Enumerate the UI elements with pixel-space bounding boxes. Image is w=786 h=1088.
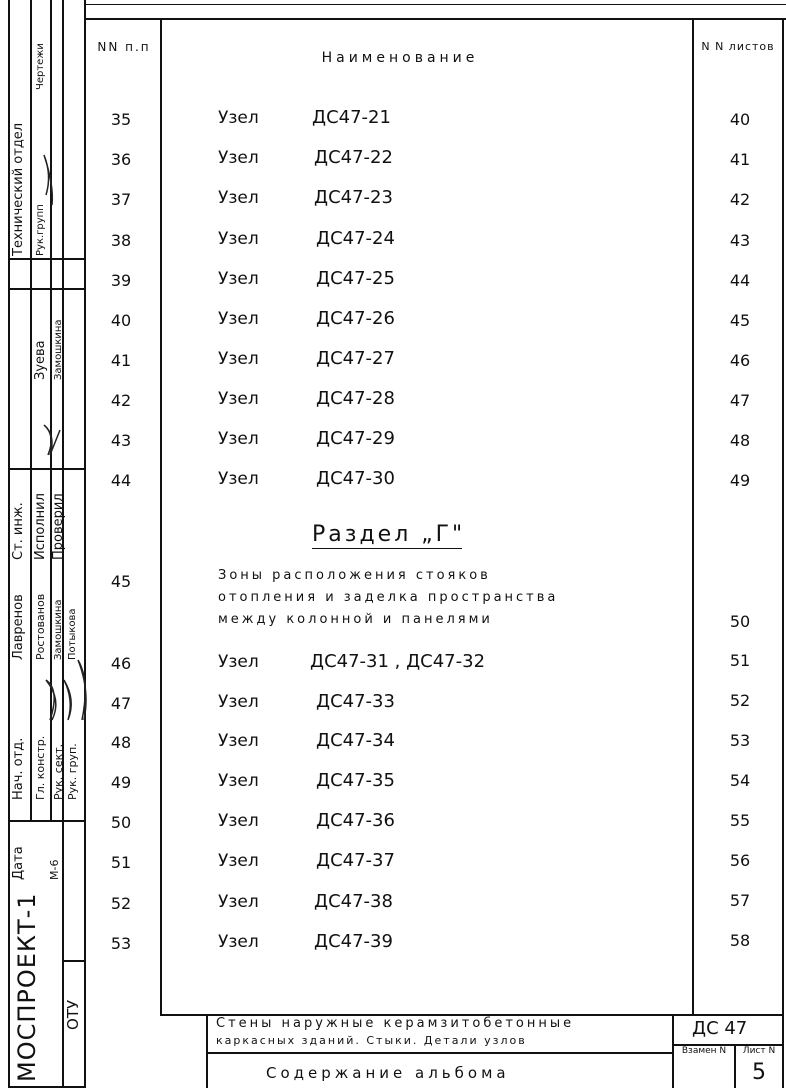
album-title-line2: каркасных зданий. Стыки. Детали узлов — [216, 1034, 527, 1047]
row-code: ДС47-25 — [316, 268, 395, 289]
row-word: Узел — [218, 229, 259, 249]
row-code: ДС47-31 , ДС47-32 — [310, 651, 486, 672]
row-code: ДС47-24 — [316, 228, 395, 249]
row-number: 36 — [110, 150, 132, 169]
row-code: ДС47-36 — [316, 810, 395, 831]
data-label: Дата — [11, 846, 26, 880]
section-underline — [312, 548, 462, 549]
row-word: Узел — [218, 108, 259, 128]
row-word: Узел — [218, 851, 259, 871]
row-word: Узел — [218, 349, 259, 369]
album-title-line1: Стены наружные керамзитобетонные — [216, 1016, 575, 1031]
section-desc-line2: отопления и заделка пространства — [218, 590, 559, 605]
row-word: Узел — [218, 188, 259, 208]
row-number: 38 — [110, 231, 132, 250]
row-word: Узел — [218, 389, 259, 409]
row-word: Узел — [218, 932, 259, 952]
row-number: 51 — [110, 853, 132, 872]
col-sheets-header: N N листов — [701, 40, 775, 53]
row-sheet: 43 — [729, 231, 751, 250]
row-word: Узел — [218, 469, 259, 489]
ispolnil-label: Исполнил — [33, 493, 48, 560]
row-word: Узел — [218, 892, 259, 912]
row-sheet: 48 — [729, 431, 751, 450]
series-code: ДС 47 — [692, 1018, 748, 1039]
row-code: ДС47-28 — [316, 388, 395, 409]
gl-konstr-label: Гл. констр. — [34, 735, 47, 800]
row-code: ДС47-23 — [314, 187, 393, 208]
row-number: 53 — [110, 934, 132, 953]
frame-top — [84, 18, 786, 20]
row-number: 48 — [110, 733, 132, 752]
section-title: Раздел „Г" — [312, 522, 466, 547]
row-sheet: 58 — [729, 931, 751, 950]
row-sheet: 42 — [729, 190, 751, 209]
row-sheet: 47 — [729, 391, 751, 410]
rostovanov-label: Ростованов — [34, 593, 47, 660]
row-code: ДС47-33 — [316, 691, 395, 712]
row-code: ДС47-22 — [314, 147, 393, 168]
list-label: Лист N — [742, 1046, 776, 1056]
row-word: Узел — [218, 731, 259, 751]
st-inzh-label: Ст. инж. — [11, 502, 26, 560]
lavrenov-label: Лавренов — [11, 594, 26, 660]
row-word: Узел — [218, 429, 259, 449]
ruk-grp-label-2: Рук. груп. — [66, 743, 79, 800]
section-number: 45 — [110, 572, 132, 591]
section-sheet: 50 — [729, 612, 751, 631]
zueva-label: Зуева — [33, 340, 48, 380]
org-name: МОСПРОЕКТ-1 — [13, 892, 41, 1082]
tech-dept-label: Технический отдел — [11, 122, 26, 256]
vzamen-label: Взамен N — [681, 1046, 727, 1056]
row-number: 47 — [110, 694, 132, 713]
row-sheet: 49 — [729, 471, 751, 490]
row-sheet: 54 — [729, 771, 751, 790]
row-sheet: 55 — [729, 811, 751, 830]
col-name-header: Наименование — [321, 50, 479, 66]
row-number: 50 — [110, 813, 132, 832]
row-code: ДС47-39 — [314, 931, 393, 952]
chertezhi-label: Чертежи — [35, 43, 46, 90]
row-word: Узел — [218, 652, 259, 672]
section-desc-line1: Зоны расположения стояков — [218, 568, 491, 583]
row-sheet: 57 — [729, 891, 751, 910]
row-code: ДС47-30 — [316, 468, 395, 489]
row-sheet: 40 — [729, 110, 751, 129]
col-num-header: NN п.п — [97, 40, 151, 54]
col-divider-sheets — [692, 18, 694, 1014]
row-sheet: 53 — [729, 731, 751, 750]
album-contents-title: Содержание альбома — [266, 1064, 510, 1082]
row-sheet: 45 — [729, 311, 751, 330]
row-word: Узел — [218, 309, 259, 329]
ruk-grp-label: Рук.групп — [35, 204, 46, 256]
row-sheet: 46 — [729, 351, 751, 370]
row-code: ДС47-34 — [316, 730, 395, 751]
signatures — [8, 0, 88, 1088]
row-word: Узел — [218, 148, 259, 168]
row-number: 49 — [110, 773, 132, 792]
section-desc-line3: между колонной и панелями — [218, 612, 493, 627]
frame-right — [782, 18, 784, 1088]
row-number: 46 — [110, 654, 132, 673]
proveril-label: Проверил — [51, 493, 66, 560]
titleblock-left — [206, 1014, 208, 1088]
row-number: 42 — [110, 391, 132, 410]
ruk-sekt-label: Рук. сект. — [52, 743, 65, 800]
row-number: 44 — [110, 471, 132, 490]
row-number: 39 — [110, 271, 132, 290]
row-code: ДС47-27 — [316, 348, 395, 369]
row-word: Узел — [218, 811, 259, 831]
row-code: ДС47-38 — [314, 891, 393, 912]
row-sheet: 52 — [729, 691, 751, 710]
row-number: 52 — [110, 894, 132, 913]
sheet-number: 5 — [752, 1060, 766, 1085]
zamoshkina2-label: Замошкина — [53, 599, 64, 660]
row-code: ДС47-35 — [316, 770, 395, 791]
row-sheet: 44 — [729, 271, 751, 290]
col-divider-num — [160, 18, 162, 1014]
frame-top-thin — [84, 4, 786, 5]
row-number: 43 — [110, 431, 132, 450]
row-number: 35 — [110, 110, 132, 129]
row-number: 41 — [110, 351, 132, 370]
row-sheet: 51 — [729, 651, 751, 670]
row-word: Узел — [218, 771, 259, 791]
row-sheet: 41 — [729, 150, 751, 169]
row-code: ДС47-29 — [316, 428, 395, 449]
row-code: ДС47-21 — [312, 107, 391, 128]
row-code: ДС47-37 — [316, 850, 395, 871]
row-number: 40 — [110, 311, 132, 330]
dept-name: ОТУ — [64, 999, 82, 1030]
row-code: ДС47-26 — [316, 308, 395, 329]
potykova-label: Потыкова — [67, 608, 78, 660]
zamoshkina-label: Замошкина — [53, 319, 64, 380]
row-word: Узел — [218, 692, 259, 712]
row-word: Узел — [218, 269, 259, 289]
titleblock-mid — [206, 1052, 674, 1054]
m6-label: М-6 — [48, 859, 61, 880]
row-sheet: 56 — [729, 851, 751, 870]
nach-otd-label: Нач. отд. — [11, 737, 26, 800]
row-number: 37 — [110, 190, 132, 209]
